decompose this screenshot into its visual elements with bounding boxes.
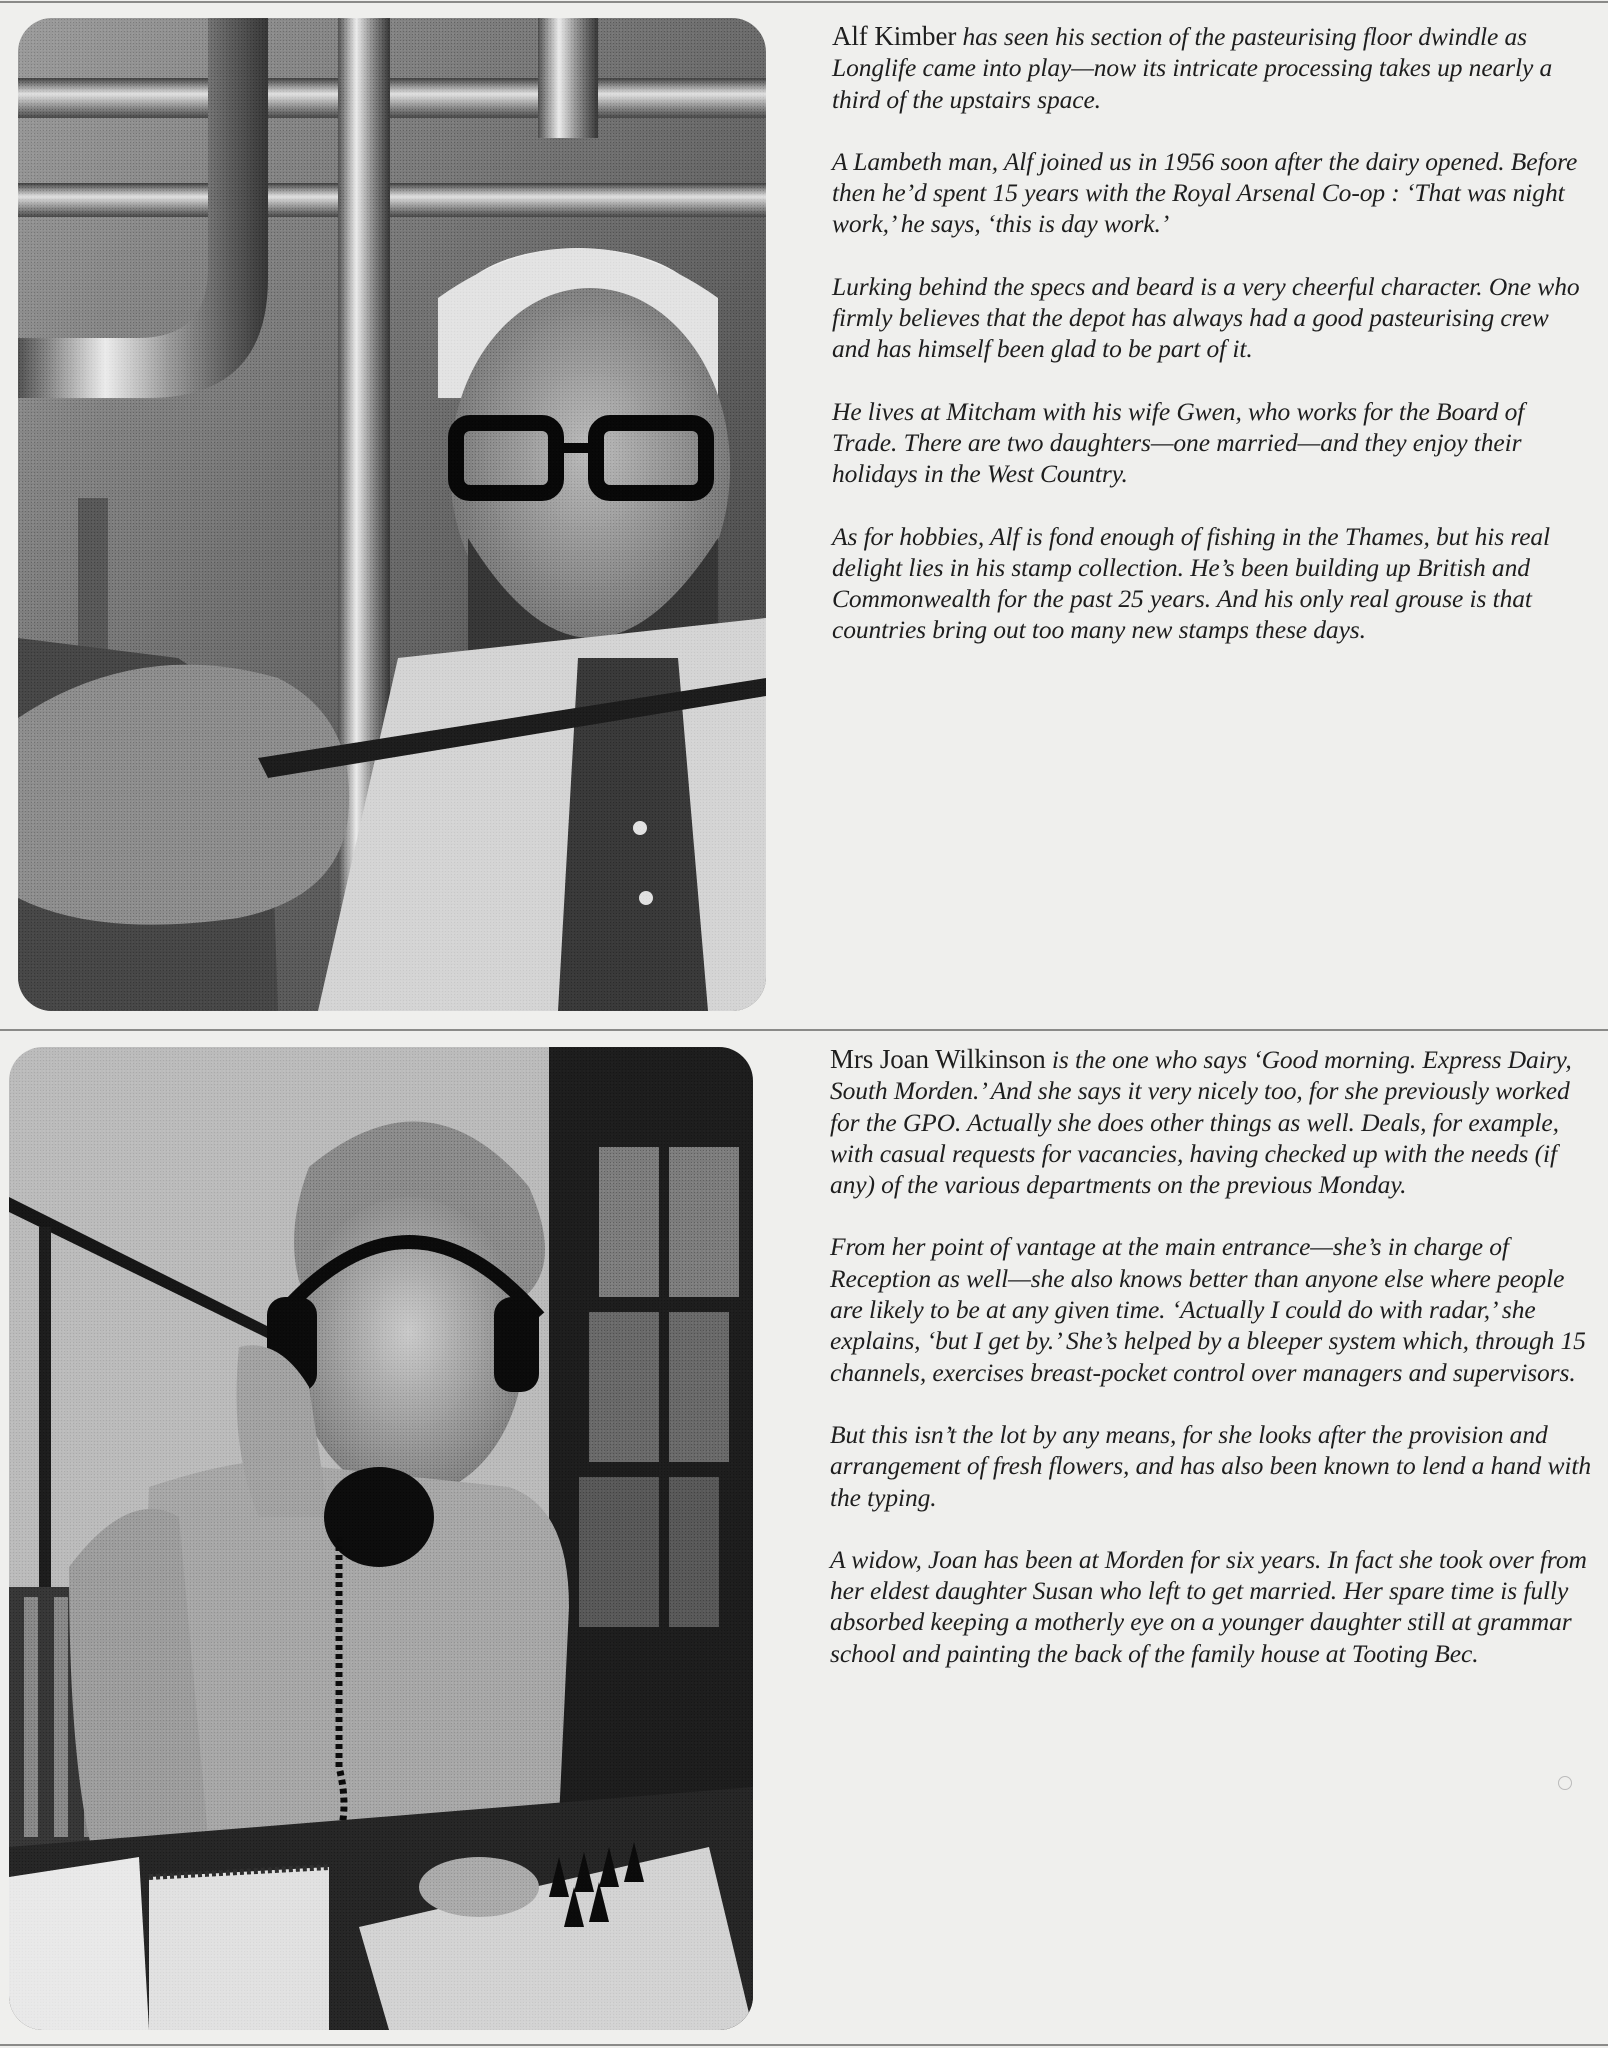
paragraph: A widow, Joan has been at Morden for six years. In fact she took over from her eldest daughter Susan who left to get married. Her spare time is fully absorbed keeping a motherly eye on a younger daughter still at grammar school and painting the back of the family house at Tooting Bec. (830, 1544, 1587, 1668)
person-name: Alf Kimber (832, 21, 957, 51)
paragraph: As for hobbies, Alf is fond enough of fishing in the Thames, but his real delight lies in his stamp collection. He’s been building up British and Commonwealth for the past 25 years. And his only real grouse is that countries bring out too many new stamps these days. (832, 521, 1551, 645)
top-rule (0, 1, 1608, 3)
page-speck (1558, 1776, 1572, 1790)
bottom-rule (0, 2044, 1608, 2046)
article-alf-kimber (832, 21, 1592, 677)
paragraph: He lives at Mitcham with his wife Gwen, who works for the Board of Trade. There are two daughters—one married—and they enjoy their holidays in the West Country. (832, 396, 1525, 489)
person-name: Mrs Joan Wilkinson (830, 1044, 1046, 1074)
paragraph: From her point of vantage at the main entrance—she’s in charge of Reception as well—she also knows better than anyone else where people are likely to be at any given time. ‘Actually I could do with radar,’ she explains, ‘but I get by.’ She’s helped by a bleeper system which, through 15 channels, exercises breast-pocket control over managers and supervisors. (830, 1232, 1586, 1387)
photo-joan-wilkinson (9, 1047, 753, 2030)
section-divider (0, 1029, 1608, 1031)
paragraph: A Lambeth man, Alf joined us in 1956 soon after the dairy opened. Before then he’d spent 15 years with the Royal Arsenal Co-op : ‘That was night work,’ he says, ‘this is day work.’ (832, 146, 1578, 239)
paragraph: But this isn’t the lot by any means, for she looks after the provision and arrangement of fresh flowers, and has also been known to lend a hand with the typing. (830, 1419, 1591, 1512)
article-joan-wilkinson (830, 1044, 1600, 1700)
photo-alf-kimber (18, 18, 766, 1011)
paragraph: Lurking behind the specs and beard is a very cheerful character. One who firmly believes that the depot has always had a good pasteurising crew and has himself been glad to be part of it. (832, 271, 1580, 364)
paragraph: Mrs Joan Wilkinson is the one who says ‘Good morning. Express Dairy, South Morden.’ And she says it very nicely too, for she previously worked for the GPO. Actually she does other things as well. Deals, for example, with casual requests for vacancies, having checked up with the needs (if any) of the various departments on the previous Monday. (830, 1044, 1572, 1200)
paragraph: Alf Kimber has seen his section of the pasteurising floor dwindle as Longlife came into play—now its intricate processing takes up nearly a third of the upstairs space. (832, 21, 1553, 114)
